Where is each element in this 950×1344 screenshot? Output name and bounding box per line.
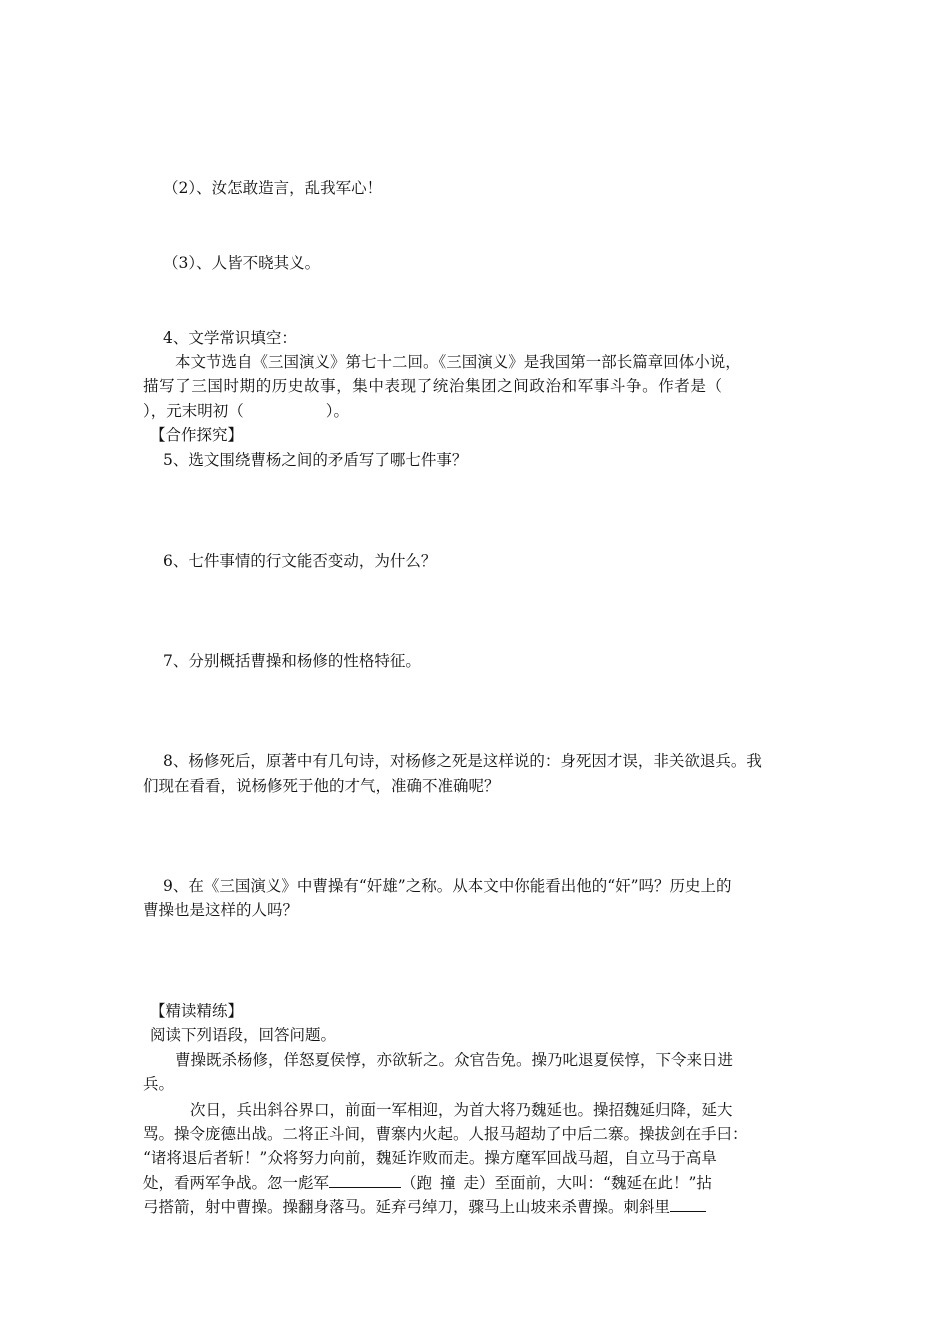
passage-2-line-4 [143, 1173, 712, 1193]
passage-2-line-2: 骂。操令庞德出战。二将正斗间，曹寨内火起。人报马超劫了中后二寨。操拔剑在手曰： [143, 1125, 748, 1143]
passage-1-line-2: 兵。 [143, 1075, 175, 1093]
passage-2-line-4-part-d: 走）至面前，大叫：“魏延在此！”拈 [463, 1174, 712, 1192]
question-2-sub-3: （3）、人皆不晓其义。 [163, 254, 321, 272]
question-4-line-1: 本文节选自《三国演义》第七十二回。《三国演义》是我国第一部长篇章回体小说， [175, 353, 741, 371]
question-4-line-2: 描写了三国时期的历史故事，集中表现了统治集团之间政治和军事斗争。作者是（ [143, 377, 723, 395]
passage-2-line-1: 次日，兵出斜谷界口，前面一军相迎，为首大将乃魏延也。操招魏延归降，延大 [190, 1101, 733, 1119]
passage-2-line-3: “诸将退后者斩！”众将努力向前，魏延诈败而走。操方麾军回战马超，自立马于高阜 [143, 1149, 717, 1167]
question-4-title: 4、文学常识填空： [163, 329, 297, 347]
passage-2-line-5 [143, 1197, 706, 1217]
question-6: 6、七件事情的行文能否变动，为什么？ [163, 552, 437, 570]
question-9-line-1: 9、在《三国演义》中曹操有“奸雄”之称。从本文中你能看出他的“奸”吗？历史上的 [163, 877, 732, 895]
reading-heading: 【精读精练】 [150, 1002, 244, 1020]
passage-2-line-4-part-a: 处，看两军争战。忽一彪军 [143, 1174, 330, 1192]
fill-blank[interactable] [670, 1197, 706, 1212]
question-9-line-2: 曹操也是这样的人吗？ [143, 901, 299, 919]
question-4-line-3-part-b: ）。 [325, 402, 350, 420]
passage-2-line-4-part-c: 撞 [440, 1174, 456, 1192]
question-4-line-3 [143, 401, 349, 421]
fill-blank[interactable] [329, 1173, 401, 1188]
question-5: 5、选文围绕曹杨之间的矛盾写了哪七件事？ [163, 451, 468, 469]
reading-instruction: 阅读下列语段，回答问题。 [150, 1026, 337, 1044]
question-7: 7、分别概括曹操和杨修的性格特征。 [163, 652, 421, 670]
passage-2-line-5-part-a: 弓搭箭，射中曹操。操翻身落马。延弃弓绰刀，骤马上山坡来杀曹操。刺斜里 [143, 1198, 671, 1216]
passage-2-line-4-part-b: （跑 [401, 1174, 433, 1192]
question-4-line-3-part-a: ），元末明初（ [143, 402, 244, 420]
cooperation-heading: 【合作探究】 [150, 426, 244, 444]
passage-1-line-1: 曹操既杀杨修，佯怒夏侯惇，亦欲斩之。众官告免。操乃叱退夏侯惇，下令来日进 [175, 1051, 734, 1069]
question-8-line-2: 们现在看看，说杨修死于他的才气，准确不准确呢？ [143, 777, 500, 795]
question-8-line-1: 8、杨修死后，原著中有几句诗，对杨修之死是这样说的：身死因才误，非关欲退兵。我 [163, 752, 762, 770]
question-2-sub-2: （2）、汝怎敢造言，乱我军心！ [163, 179, 383, 197]
